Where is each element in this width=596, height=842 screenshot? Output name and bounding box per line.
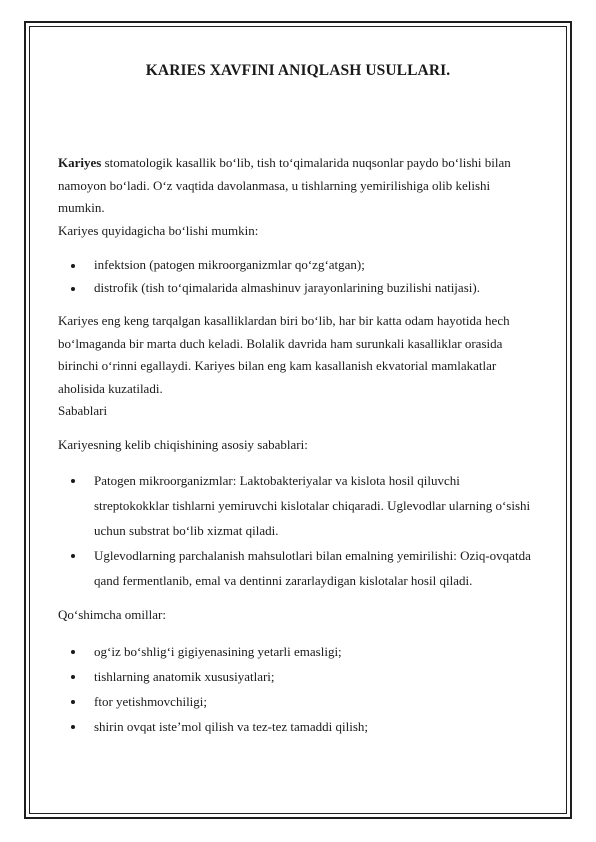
bullet-icon xyxy=(71,554,75,558)
bullet-icon xyxy=(71,725,75,729)
bullet-icon xyxy=(71,264,75,268)
prevalence-paragraph: Kariyes eng keng tarqalgan kasalliklardan biri bo‘lib, har bir katta odam hayotida hech bo‘lmaganda bir marta duch keladi. Bolalik davrida ham surunkali kasalliklar orasida birinchi o‘rinni egallaydi. Kariyes bilan eng kam kasallanish ekvatorial mamlakatlar aholisida kuzatiladi. xyxy=(58,313,510,396)
list-item: tishlarning anatomik xususiyatlari; xyxy=(58,664,536,689)
causes-intro: Kariyesning kelib chiqishining asosiy sabablari: xyxy=(58,436,308,452)
list-item: Patogen mikroorganizmlar: Laktobakteriyalar va kislota hosil qiluvchi streptokokklar tishlarni yemiruvchi kislotalar chiqaradi. Uglevodlar ularning o‘sishi uchun substrat bo‘lib xizmat qiladi. xyxy=(58,468,536,543)
document-body xyxy=(58,152,536,739)
factors-list xyxy=(58,639,536,739)
bullet-icon xyxy=(71,675,75,679)
factors-heading: Qo‘shimcha omillar: xyxy=(58,607,166,622)
list-item: shirin ovqat iste’mol qilish va tez-tez tamaddi qilish; xyxy=(58,714,536,739)
bullet-icon xyxy=(71,479,75,483)
list-item: ftor yetishmovchiligi; xyxy=(58,689,536,714)
list-item: og‘iz bo‘shlig‘i gigiyenasining yetarli emasligi; xyxy=(58,639,536,664)
types-heading: Kariyes quyidagicha bo‘lishi mumkin: xyxy=(58,222,259,238)
bullet-icon xyxy=(71,700,75,704)
list-item: infektsion (patogen mikroorganizmlar qo‘zg‘atgan); xyxy=(58,254,536,277)
intro-paragraph xyxy=(58,152,536,220)
causes-list xyxy=(58,468,536,593)
list-item: Uglevodlarning parchalanish mahsulotlari bilan emalning yemirilishi: Oziq-ovqatda qand fermentlanib, emal va dentinni zararlaydigan kislotalar hosil qiladi. xyxy=(58,543,536,593)
intro-text: stomatologik kasallik bo‘lib, tish to‘qimalarida nuqsonlar paydo bo‘lishi bilan namoyon bo‘ladi. O‘z vaqtida davolanmasa, u tishlarning yemirilishiga olib kelishi mumkin. xyxy=(58,155,511,215)
list-item: distrofik (tish to‘qimalarida almashinuv jarayonlarining buzilishi natijasi). xyxy=(58,277,536,300)
bullet-icon xyxy=(71,650,75,654)
bullet-icon xyxy=(71,287,75,291)
causes-heading: Sabablari xyxy=(58,403,108,418)
document-title: KARIES XAVFINI ANIQLASH USULLARI. xyxy=(145,62,451,79)
types-list xyxy=(58,254,536,299)
intro-term: Kariyes xyxy=(58,155,102,170)
